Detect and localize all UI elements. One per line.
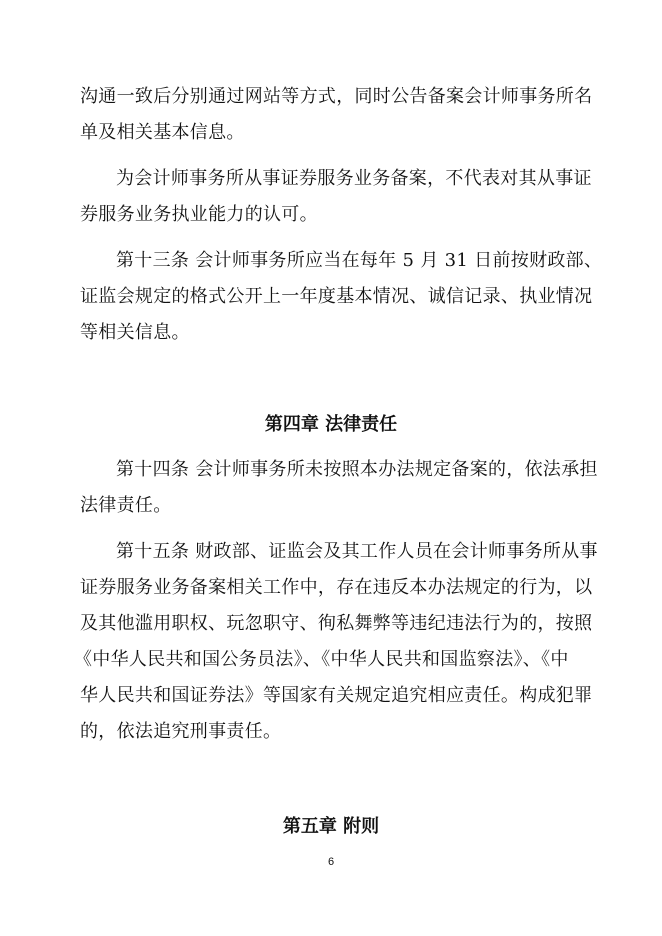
chapter-heading: 第四章 法律责任: [264, 414, 398, 435]
paragraph-line: 单及相关基本信息。: [80, 122, 245, 143]
paragraph-line: 券服务业务执业能力的认可。: [80, 204, 318, 225]
article-15-line: 第十五条 财政部、证监会及其工作人员在会计师事务所从事: [116, 541, 598, 562]
paragraph-line: 及其他滥用职权、玩忽职守、徇私舞弊等违纪违法行为的，按照: [80, 613, 593, 634]
article-14-line: 第十四条 会计师事务所未按照本办法规定备案的，依法承担: [116, 459, 598, 480]
paragraph-line: 沟通一致后分别通过网站等方式，同时公告备案会计师事务所名: [80, 86, 593, 107]
chapter-heading: 第五章 附则: [282, 816, 380, 837]
paragraph-line: 法律责任。: [80, 495, 172, 516]
article-13-line: 第十三条 会计师事务所应当在每年 5 月 31 日前按财政部、: [116, 250, 603, 271]
paragraph-line: 为会计师事务所从事证券服务业务备案，不代表对其从事证: [116, 168, 592, 189]
paragraph-line: 证监会规定的格式公开上一年度基本情况、诚信记录、执业情况: [80, 286, 593, 307]
paragraph-line: 的，依法追究刑事责任。: [80, 721, 282, 742]
paragraph-line: 《中华人民共和国公务员法》、《中华人民共和国监察法》、《中: [74, 649, 569, 670]
paragraph-line: 华人民共和国证券法》等国家有关规定追究相应责任。构成犯罪: [80, 685, 593, 706]
page-number: 6: [327, 856, 335, 868]
paragraph-line: 证券服务业务备案相关工作中，存在违反本办法规定的行为，以: [80, 577, 593, 598]
paragraph-line: 等相关信息。: [80, 322, 190, 343]
